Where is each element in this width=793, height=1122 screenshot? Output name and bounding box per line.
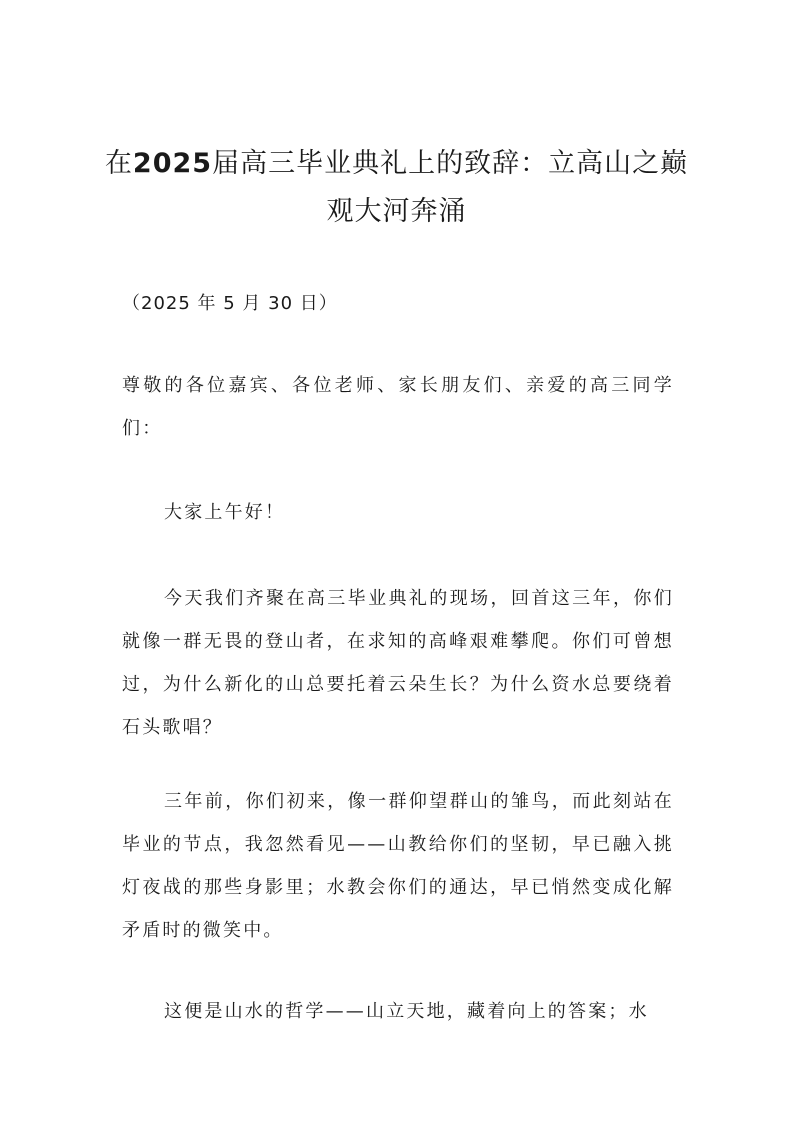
title-year: 2025 bbox=[132, 148, 213, 180]
speech-date: （2025 年 5 月 30 日） bbox=[122, 293, 338, 314]
body-paragraph: 三年前，你们初来，像一群仰望群山的雏鸟，而此刻站在毕业的节点，我忽然看见——山教给你们的坚韧，早已融入挑灯夜战的那些身影里；水教会你们的通达，早已悄然变成化解矛盾时的微笑中。 bbox=[122, 791, 674, 941]
title-prefix: 在 bbox=[104, 148, 133, 180]
title-rest: 届高三毕业典礼上的致辞：立高山之巅观大河奔涌 bbox=[212, 148, 689, 228]
salutation: 尊敬的各位嘉宾、各位老师、家长朋友们、亲爱的高三同学们： bbox=[122, 375, 674, 439]
document-title bbox=[100, 140, 693, 236]
greeting: 大家上午好！ bbox=[164, 502, 286, 523]
body-paragraph: 今天我们齐聚在高三毕业典礼的现场，回首这三年，你们就像一群无畏的登山者，在求知的高峰艰难攀爬。你们可曾想过，为什么新化的山总要托着云朵生长？为什么资水总要绕着石头歌唱？ bbox=[122, 588, 674, 738]
body-paragraph: 这便是山水的哲学——山立天地，藏着向上的答案；水 bbox=[164, 1001, 649, 1022]
